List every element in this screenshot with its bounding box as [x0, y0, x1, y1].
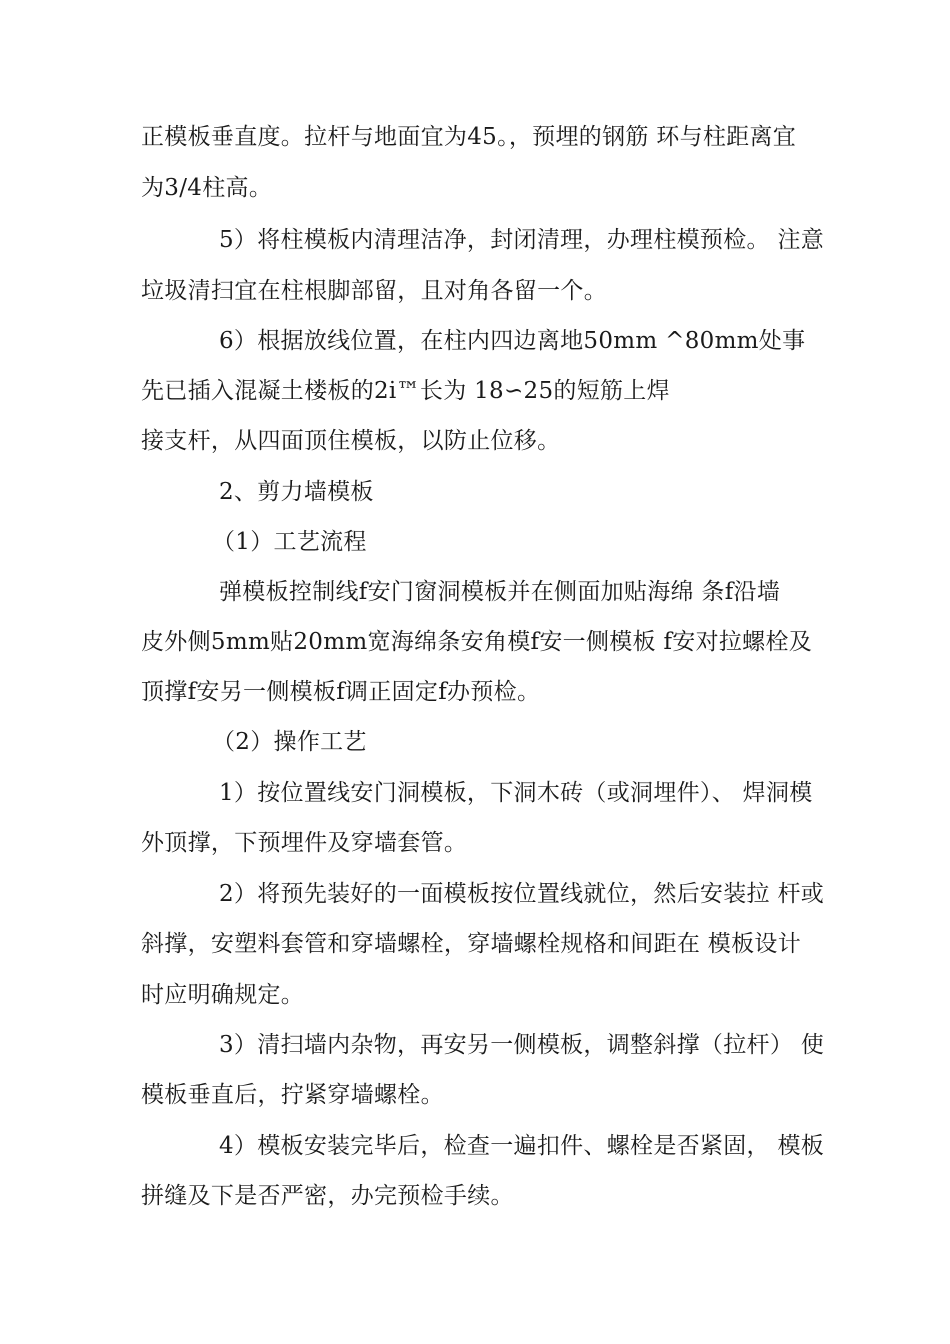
text-line: 接支杆，从四面顶住模板，以防止位移。 [141, 428, 561, 454]
text-line: 顶撑f安另一侧模板f调正固定f办预检。 [141, 679, 541, 705]
text-line: 4）模板安装完毕后，检查一遍扣件、螺栓是否紧固， 模板 [219, 1133, 825, 1159]
text-line: 5）将柱模板内清理洁净，封闭清理，办理柱模预检。 注意 [219, 227, 825, 253]
text-line: 斜撑，安塑料套管和穿墙螺栓，穿墙螺栓规格和间距在 模板设计 [141, 931, 802, 957]
text-line: 2）将预先装好的一面模板按位置线就位，然后安装拉 杆或 [219, 881, 825, 907]
subsection-heading: （1）工艺流程 [212, 529, 367, 555]
text-line: 皮外侧5mm贴20mm宽海绵条安角模f安一侧模板 f安对拉螺栓及 [141, 629, 813, 655]
text-line: 垃圾清扫宜在柱根脚部留，且对角各留一个。 [141, 278, 607, 304]
text-line: 6）根据放线位置，在柱内四边离地50mm ^80mm处事 [219, 328, 806, 354]
text-line: 模板垂直后，拧紧穿墙螺栓。 [141, 1082, 444, 1108]
text-line: 外顶撑，下预埋件及穿墙套管。 [141, 830, 468, 856]
text-line: 时应明确规定。 [141, 982, 305, 1008]
text-line: 先已插入混凝土楼板的2i™长为 18∽25的短筋上焊 [141, 378, 670, 404]
text-line: 拼缝及下是否严密，办完预检手续。 [141, 1183, 514, 1209]
text-line: 为3/4柱高。 [141, 175, 273, 201]
section-heading: 2、剪力墙模板 [219, 479, 374, 505]
text-line: 弹模板控制线f安门窗洞模板并在侧面加贴海绵 条f沿墙 [219, 579, 781, 605]
text-line: 正模板垂直度。拉杆与地面宜为45。，预埋的钢筋 环与柱距离宜 [141, 124, 797, 150]
text-line: 3）清扫墙内杂物，再安另一侧模板，调整斜撑（拉杆） 使 [219, 1032, 825, 1058]
text-line: 1）按位置线安门洞模板，下洞木砖（或洞埋件）、 焊洞模 [219, 780, 813, 806]
subsection-heading: （2）操作工艺 [212, 729, 367, 755]
